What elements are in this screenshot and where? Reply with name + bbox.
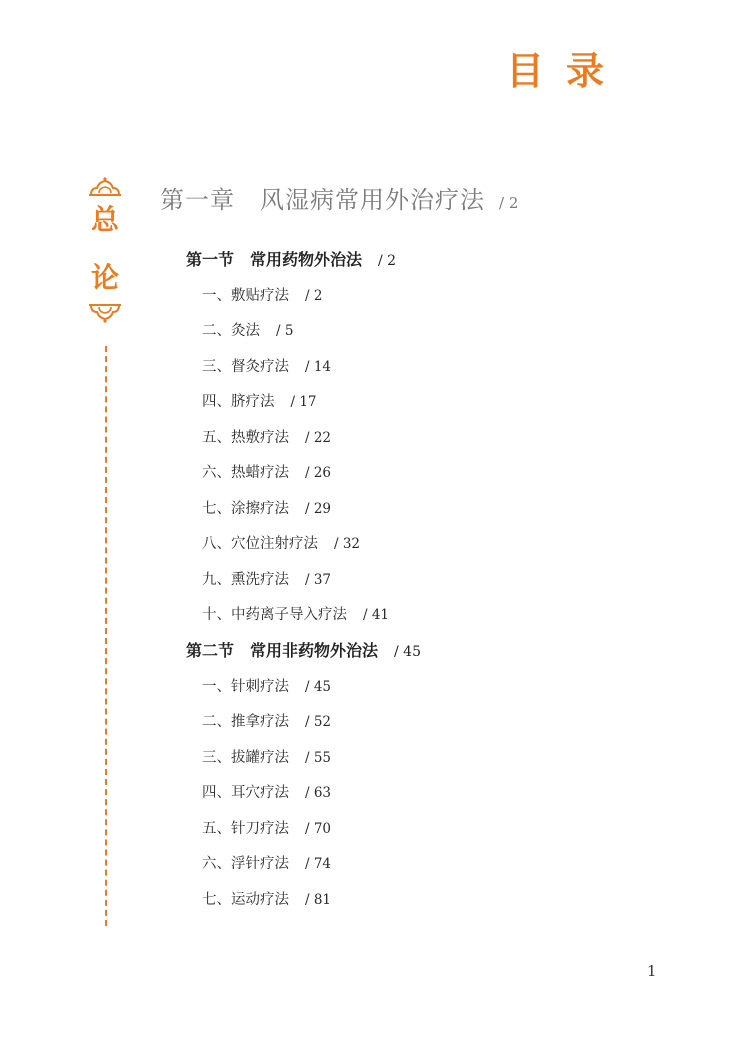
item-label: 五、针刀疗法 [202,821,289,837]
item-page: / 63 [305,785,332,801]
toc-item[interactable] [202,466,331,481]
item-label: 六、热蜡疗法 [202,465,289,481]
chapter-page: / 2 [499,194,519,212]
item-label: 九、熏洗疗法 [202,572,289,588]
item-page: / 37 [305,572,332,588]
item-page: / 52 [305,714,332,730]
section-title: 第一节 常用药物外治法 [186,250,363,269]
toc-item[interactable] [202,324,293,339]
toc-title: 目录 [506,49,627,93]
side-char-1: 总 [90,203,119,236]
item-label: 十、中药离子导入疗法 [202,607,347,623]
item-page: / 41 [363,607,390,623]
bottom-cloud-ornament-icon [85,302,125,324]
dashed-vertical-divider [105,346,107,926]
item-page: / 17 [290,394,317,410]
item-label: 六、浮针疗法 [202,856,289,872]
toc-item[interactable] [202,680,331,695]
section-page: / 45 [394,644,421,660]
item-page: / 81 [305,892,332,908]
section-title: 第二节 常用非药物外治法 [186,641,379,660]
item-label: 四、耳穴疗法 [202,785,289,801]
toc-item[interactable] [202,893,331,908]
section-page: / 2 [378,253,397,269]
item-label: 二、推拿疗法 [202,714,289,730]
toc-section-2[interactable] [186,643,421,659]
toc-item[interactable] [202,360,331,375]
toc-item[interactable] [202,431,331,446]
toc-item[interactable] [202,502,331,517]
toc-item[interactable] [202,608,389,623]
item-page: / 70 [305,821,332,837]
item-label: 一、敷贴疗法 [202,288,289,304]
item-page: / 74 [305,856,332,872]
item-label: 一、针刺疗法 [202,679,289,695]
toc-item[interactable] [202,289,322,304]
toc-section-1[interactable] [186,252,396,268]
toc-item[interactable] [202,537,360,552]
item-page: / 22 [305,430,332,446]
toc-item[interactable] [202,715,331,730]
item-page: / 45 [305,679,332,695]
item-page: / 26 [305,465,332,481]
item-label: 七、运动疗法 [202,892,289,908]
toc-item[interactable] [202,786,331,801]
item-page: / 32 [334,536,361,552]
item-label: 三、拔罐疗法 [202,750,289,766]
item-label: 三、督灸疗法 [202,359,289,375]
toc-item[interactable] [202,573,331,588]
top-cloud-ornament-icon [85,176,125,198]
toc-item[interactable] [202,751,331,766]
item-label: 四、脐疗法 [202,394,275,410]
toc-item[interactable] [202,857,331,872]
chapter-heading[interactable] [160,180,518,215]
item-label: 七、涂擦疗法 [202,501,289,517]
item-page: / 2 [305,288,323,304]
section-label-column [84,176,126,324]
item-label: 二、灸法 [202,323,260,339]
side-char-2: 论 [90,261,119,294]
toc-item[interactable] [202,395,317,410]
item-page: / 55 [305,750,332,766]
page-number: 1 [647,962,657,980]
item-page: / 5 [276,323,294,339]
chapter-title: 第一章 风湿病常用外治疗法 [160,186,485,214]
item-label: 五、热敷疗法 [202,430,289,446]
item-page: / 14 [305,359,332,375]
item-page: / 29 [305,501,332,517]
toc-item[interactable] [202,822,331,837]
item-label: 八、穴位注射疗法 [202,536,318,552]
